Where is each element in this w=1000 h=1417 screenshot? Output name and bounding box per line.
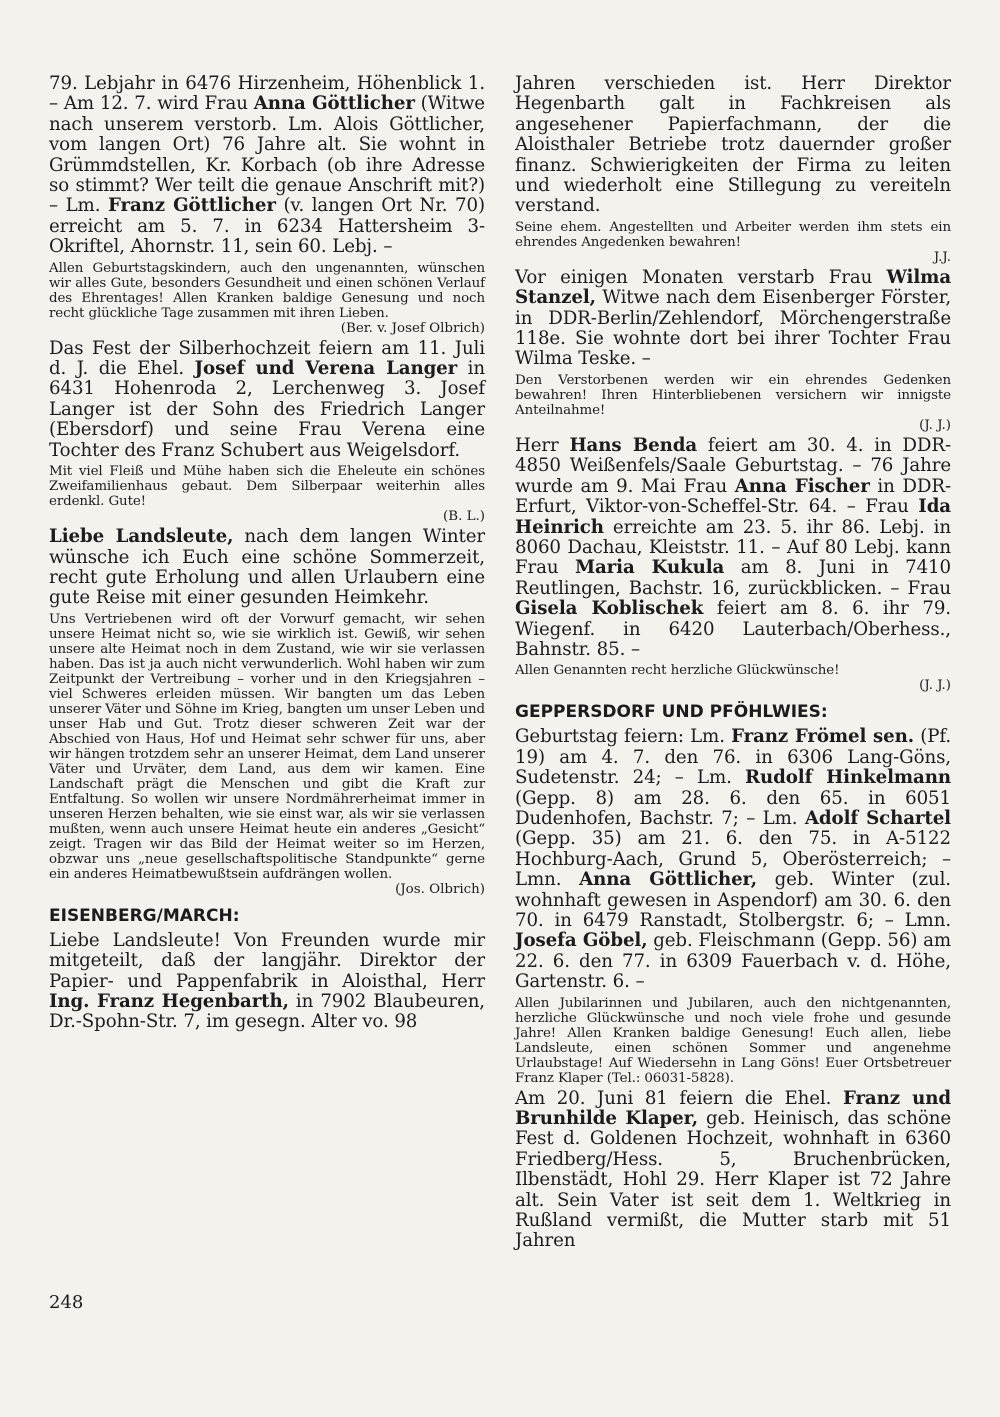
paragraph: Liebe Landsleute, nach dem langen Winter wünsche ich Euch eine schöne Sommerzeit, recht gute Erholung und allen Urlaubern eine gute Reise mit einer gesunden Heimkehr. [49,526,485,609]
small-paragraph: Seine ehem. Angestellten und Arbeiter werden ihm stets ein ehrendes Angedenken bewahren! [515,219,951,250]
section-heading: EISENBERG/MARCH: [49,905,240,926]
paragraph: Am 20. Juni 81 feiern die Ehel. Franz und Brunhilde Klaper, geb. Heinisch, das schöne Fest d. Goldenen Hochzeit, wohnhaft in 6360 Friedberg/Hess. 5, Bruchenbrücken, Ilbenstädt, Hohl 29. Herr Klaper ist 72 Jahre alt. Sein Vater ist seit dem 1. Weltkrieg in Rußland vermißt, die Mutter starb mit 51 Jahren [515,1087,952,1252]
section-heading: GEPPERSDORF UND PFÖHLWIES: [515,702,828,723]
signature: (B. L.) [443,509,485,525]
small-paragraph: Uns Vertriebenen wird oft der Vorwurf gemacht, wir sehen unsere Heimat nicht so, wie sie wirklich ist. Gewiß, wir sehen unsere alte Heimat noch in dem Zustand, wie wir sie verlassen haben. Das ist ja auch nicht verwunderlich. Wohl haben wir zum Zeitpunkt der Vertreibung – vorher und in den Kriegsjahren – viel Schweres erleiden müssen. Wir bangten um das Leben unserer Väter und Söhne im Krieg, bangten um unser Leben und unser Hab und Gut. Trotz dieser schweren Zeit war der Abschied von Haus, Hof und Heimat sehr schwer für uns, aber wir hängen trotzdem sehr an unserer Heimat, dem Land unserer Väter und Urväter, dem Land, aus dem wir kamen. Eine Landschaft prägt die Menschen und gibt die Kraft zur Entfaltung. So wollen wir unsere Nordmährerheimat immer in unseren Herzen behalten, wie sie einst war, als wir sie verlassen mußten, wenn auch unsere Heimat heute ein anderes „Gesicht“ zeigt. Tragen wir das Bild der Heimat weiter so im Herzen, obzwar uns „neue gesellschaftspolitische Standpunkte“ gerne ein anderes Heimatbewußtsein aufdrängen wollen. [49,611,485,882]
paragraph: Jahren verschieden ist. Herr Direktor Hegenbarth galt in Fachkreisen als angesehener Papierfachmann, der die Aloisthaler Betriebe trotz dauernder großer finanz. Schwierigkeiten der Firma zu leiten und wiederholt eine Stillegung zu vereiteln verstand. [515,73,951,217]
page-number: 248 [49,1292,84,1313]
signature: (Jos. Olbrich) [395,881,485,897]
small-paragraph-with-signature: Mit viel Fleiß und Mühe haben sich die Eheleute ein schönes Zweifamilienhaus gebaut. Dem Silberpaar weiterhin alles erdenkl. Gute! [49,464,485,510]
right-column [515,74,951,1252]
signature: (J. J.) [919,678,951,694]
small-paragraph: Den Verstorbenen werden wir ein ehrendes Gedenken bewahren! Ihren Hinterbliebenen versichern wir innigste Anteilnahme! [515,372,951,418]
small-paragraph: Allen Jubilarinnen und Jubilaren, auch den nichtgenannten, herzliche Glückwünsche und noch viele frohe und gesunde Jahre! Allen Kranken baldige Genesung! Euch allen, liebe Landsleute, einen schönen Sommer und angenehme Urlaubstage! Auf Wiedersehn in Lang Göns! Euer Ortsbetreuer Franz Klaper (Tel.: 06031-5828). [515,995,951,1086]
paragraph: Herr Hans Benda feiert am 30. 4. in DDR-4850 Weißenfels/Saale Geburtstag. – 76 Jahre wurde am 9. Mai Frau Anna Fischer in DDR-Erfurt, Viktor-von-Scheffel-Str. 64. – Frau Ida Heinrich erreichte am 23. 5. ihr 86. Lebj. in 8060 Dachau, Kleiststr. 11. – Auf 80 Lebj. kann Frau Maria Kukula am 8. Juni in 7410 Reutlingen, Bachstr. 16, zurückblicken. – Frau Gisela Koblischek feiert am 8. 6. ihr 79. Wiegenf. in 6420 Lauterbach/Oberhess., Bahnstr. 85. – [515,434,952,660]
small-paragraph: Allen Genannten recht herzliche Glückwünsche! [515,663,840,679]
paragraph: 79. Lebjahr in 6476 Hirzenheim, Höhenblick 1. – Am 12. 7. wird Frau Anna Göttlicher (Witwe nach unserem verstorb. Lm. Alois Göttlicher, vom langen Ort) 76 Jahre alt. Sie wohnt in Grümmdstellen, Kr. Korbach (ob ihre Adresse so stimmt? Wer teilt die genaue Anschrift mit?) – Lm. Franz Göttlicher (v. langen Ort Nr. 70) erreicht am 5. 7. in 6234 Hattersheim 3-Okriftel, Ahornstr. 11, sein 60. Lebj. – [49,73,485,258]
signature: (J. J.) [919,417,951,433]
paragraph: Das Fest der Silberhochzeit feiern am 11. Juli d. J. die Ehel. Josef und Verena Langer in 6431 Hohenroda 2, Lerchenweg 3. Josef Langer ist der Sohn des Friedrich Langer (Ebersdorf) und seine Frau Verena eine Tochter des Franz Schubert aus Weigelsdorf. [49,337,485,461]
paragraph: Vor einigen Monaten verstarb Frau Wilma Stanzel, Witwe nach dem Eisenberger Förster, in DDR-Berlin/Zehlendorf, Mörchengerstraße 118e. Sie wohnte dort bei ihrer Tochter Frau Wilma Teske. – [515,266,951,370]
signature: J.J. [933,249,951,265]
left-column [49,74,485,1033]
signature: (Ber. v. Josef Olbrich) [340,320,485,336]
paragraph: Geburtstag feiern: Lm. Franz Frömel sen. (Pf. 19) am 4. 7. den 76. in 6306 Lang-Göns, Sudetenstr. 24; – Lm. Rudolf Hinkelmann (Gepp. 8) am 28. 6. den 65. in 6051 Dudenhofen, Bachstr. 7; – Lm. Adolf Schartel (Gepp. 35) am 21. 6. den 75. in A-5122 Hochburg-Aach, Grund 5, Oberösterreich; – Lmn. Anna Göttlicher, geb. Winter (zul. wohnhaft gewesen in Aspendorf) am 30. 6. den 70. in 6479 Ranstadt, Stolbergstr. 6; – Lmn. Josefa Göbel, geb. Fleischmann (Gepp. 56) am 22. 6. den 77. in 6309 Fauerbach v. d. Höhe, Gartenstr. 6. – [515,726,951,993]
paragraph: Liebe Landsleute! Von Freunden wurde mir mitgeteilt, daß der langjähr. Direktor der Papier- und Pappenfabrik in Aloisthal, Herr Ing. Franz Hegenbarth, in 7902 Blaubeuren, Dr.-Spohn-Str. 7, im gesegn. Alter vo. 98 [49,929,485,1033]
small-paragraph: Allen Geburtstagskindern, auch den ungenannten, wünschen wir alles Gute, besonders Gesundheit und einen schönen Verlauf des Ehrentages! Allen Kranken baldige Genesung und noch recht glückliche Tage zusammen mit ihren Lieben. [49,260,485,321]
